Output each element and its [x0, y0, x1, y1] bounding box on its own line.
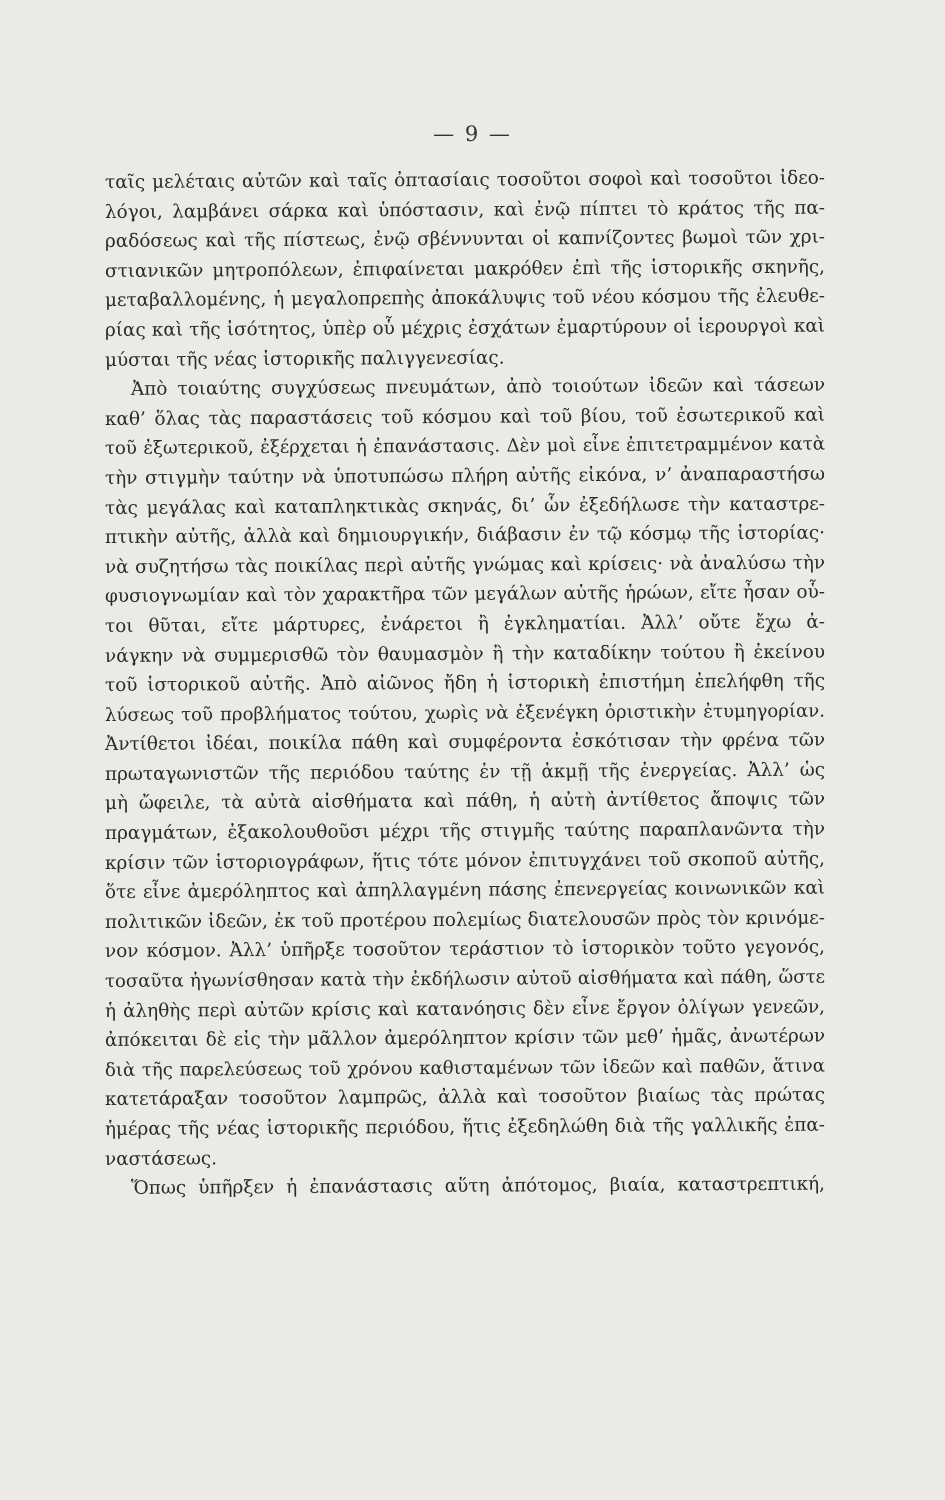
text-line: φυσιογνωμίαν καὶ τὸν χαρακτῆρα τῶν μεγάλων αὐτῆς ἡρώων, εἴτε ἦσαν οὗ- — [104, 581, 826, 608]
text-line: κρίσιν τῶν ἱστοριογράφων, ἥτις τότε μόνον ἐπιτυγχάνει τοῦ σκοποῦ αὐτῆς, — [104, 848, 826, 874]
text-line: μὴ ὤφειλε, τὰ αὐτὰ αἰσθήματα καὶ πάθη, ἡ αὐτὴ ἀντίθετος ἄποψις τῶν — [104, 789, 826, 815]
text-line: τοσαῦτα ἠγωνίσθησαν κατὰ τὴν ἐκδήλωσιν αὐτοῦ αἰσθήματα καὶ πάθη, ὥστε — [104, 966, 826, 993]
text-line: πραγμάτων, ἐξακολουθοῦσι μέχρι τῆς στιγμῆς ταύτης παραπλανῶντα τὴν — [104, 818, 826, 845]
text-line: ὅτε εἶνε ἀμερόληπτος καὶ ἀπηλλαγμένη πάσης ἐπενεργείας κοινωνικῶν καὶ — [104, 877, 826, 904]
text-line: ταῖς μελέταις αὐτῶν καὶ ταῖς ὀπτασίαις τοσοῦτοι σοφοὶ καὶ τοσοῦτοι ἰδεο- — [104, 167, 826, 193]
text-line: τοι θῦται, εἴτε μάρτυρες, ἐνάρετοι ἢ ἐγκληματίαι. Ἀλλ’ οὔτε ἔχω ἀ- — [104, 611, 826, 637]
text-line: ἡμέρας τῆς νέας ἱστορικῆς περιόδου, ἥτις ἐξεδηλώθη διὰ τῆς γαλλικῆς ἐπα- — [104, 1114, 826, 1140]
text-line: νον κόσμον. Ἀλλ’ ὑπῆρξε τοσοῦτον τεράστιον τὸ ἱστορικὸν τοῦτο γεγονός, — [104, 937, 826, 963]
text-line: νάγκην νὰ συμμερισθῶ τὸν θαυμασμὸν ἢ τὴν καταδίκην τούτου ἢ ἐκείνου — [104, 641, 826, 667]
text-line: ρίας καὶ τῆς ἰσότητος, ὑπὲρ οὗ μέχρις ἐσχάτων ἐμαρτύρουν οἱ ἱερουργοὶ καὶ — [104, 315, 826, 341]
text-line: ναστάσεως. — [104, 1147, 218, 1170]
text-line: νὰ συζητήσω τὰς ποικίλας περὶ αὐτῆς γνώμας καὶ κρίσεις· νὰ ἀναλύσω τὴν — [104, 552, 826, 578]
text-line: ἀπόκειται δὲ εἰς τὴν μᾶλλον ἀμερόληπτον κρίσιν τῶν μεθ’ ἡμᾶς, ἀνωτέρων — [104, 1025, 826, 1052]
text-line: στιανικῶν μητροπόλεων, ἐπιφαίνεται μακρόθεν ἐπὶ τῆς ἱστορικῆς σκηνῆς, — [104, 256, 826, 282]
text-line: ραδόσεως καὶ τῆς πίστεως, ἐνῷ σβέννυνται οἱ καπνίζοντες βωμοὶ τῶν χρι- — [104, 226, 826, 253]
text-line: μύσται τῆς νέας ἱστορικῆς παλιγγενεσίας. — [104, 347, 505, 371]
page-number: — 9 — — [433, 122, 512, 146]
text-line: πολιτικῶν ἰδεῶν, ἐκ τοῦ προτέρου πολεμίως διατελουσῶν πρὸς τὸν κρινόμε- — [104, 907, 826, 933]
text-line: λόγοι, λαμβάνει σάρκα καὶ ὑπόστασιν, καὶ ἐνῷ πίπτει τὸ κράτος τῆς πα- — [104, 197, 826, 223]
text-line: κατετάραξαν τοσοῦτον λαμπρῶς, ἀλλὰ καὶ τοσοῦτον βιαίως τὰς πρώτας — [104, 1085, 826, 1111]
text-line: καθ’ ὅλας τὰς παραστάσεις τοῦ κόσμου καὶ τοῦ βίου, τοῦ ἐσωτερικοῦ καὶ — [104, 404, 826, 430]
text-line: τοῦ ἱστορικοῦ αὐτῆς. Ἀπὸ αἰῶνος ἤδη ἡ ἱστορικὴ ἐπιστήμη ἐπελήφθη τῆς — [104, 670, 826, 697]
text-line: μεταβαλλομένης, ἡ μεγαλοπρεπὴς ἀποκάλυψις τοῦ νέου κόσμου τῆς ἐλευθε- — [104, 285, 826, 312]
text-line: λύσεως τοῦ προβλήματος τούτου, χωρὶς νὰ ἐξενέγκη ὁριστικὴν ἐτυμηγορίαν. — [104, 700, 826, 726]
text-line: τοῦ ἐξωτερικοῦ, ἐξέρχεται ἡ ἐπανάστασις. Δὲν μοὶ εἶνε ἐπιτετραμμένον κατὰ — [104, 433, 826, 460]
text-line: τὰς μεγάλας καὶ καταπληκτικὰς σκηνάς, δι’ ὧν ἐξεδήλωσε τὴν καταστρε- — [104, 493, 826, 519]
body-text — [105, 168, 825, 1204]
text-line: διὰ τῆς παρελεύσεως τοῦ χρόνου καθισταμένων τῶν ἰδεῶν καὶ παθῶν, ἅτινα — [104, 1055, 826, 1081]
text-line: τὴν στιγμὴν ταύτην νὰ ὑποτυπώσω πλήρη αὐτῆς εἰκόνα, ν’ ἀναπαραστήσω — [104, 463, 826, 489]
text-line: πτικὴν αὐτῆς, ἀλλὰ καὶ δημιουργικήν, διάβασιν ἐν τῷ κόσμῳ τῆς ἱστορίας· — [104, 522, 826, 549]
text-line: Ἀντίθετοι ἰδέαι, ποικίλα πάθη καὶ συμφέροντα ἐσκότισαν τὴν φρένα τῶν — [104, 729, 826, 756]
text-line: ἡ ἀληθὴς περὶ αὐτῶν κρίσις καὶ κατανόησις δὲν εἶνε ἔργον ὀλίγων γενεῶν, — [104, 996, 826, 1022]
text-line: Ἀπὸ τοιαύτης συγχύσεως πνευμάτων, ἀπὸ τοιούτων ἰδεῶν καὶ τάσεων — [130, 374, 826, 400]
text-line: πρωταγωνιστῶν τῆς περιόδου ταύτης ἐν τῇ ἀκμῇ τῆς ἐνεργείας. Ἀλλ’ ὡς — [104, 759, 826, 785]
text-line: Ὅπως ὑπῆρξεν ἡ ἐπανάστασις αὕτη ἀπότομος, βιαία, καταστρεπτική, — [130, 1173, 826, 1200]
